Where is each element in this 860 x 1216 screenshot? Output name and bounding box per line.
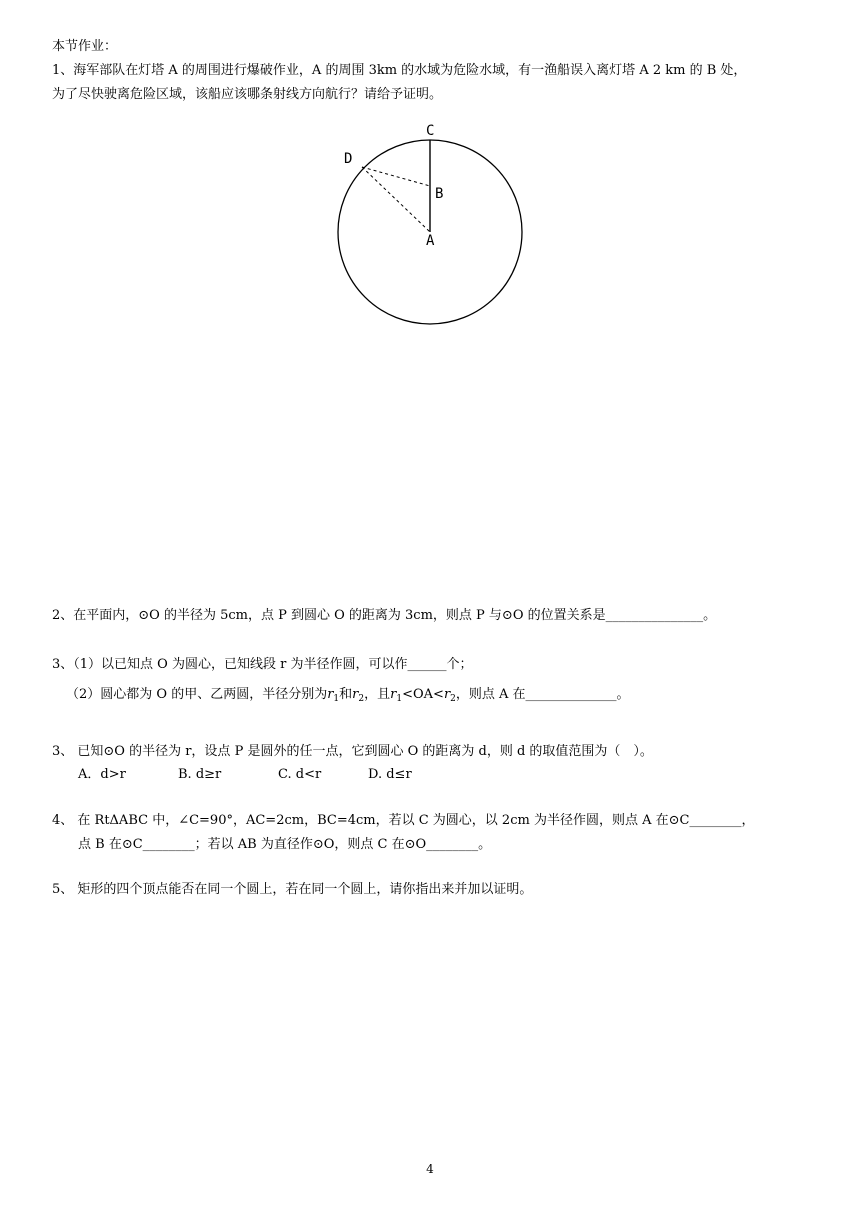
- q4-line2: 点 B 在⊙C________；若以 AB 为直径作⊙O，则点 C 在⊙O________。: [78, 837, 492, 852]
- q3-part1: 3、（1）以已知点 O 为圆心，已知线段 r 为半径作圆，可以作______个；: [52, 657, 473, 672]
- q3-part2-end: ，则点 A 在______________。: [455, 687, 630, 702]
- segment-da: [362, 167, 430, 232]
- q1-line1: 1、海军部队在灯塔 A 的周围进行爆破作业，A 的周围 3km 的水域为危险水域，有一渔船误入离灯塔 A 2 km 的 B 处，: [52, 63, 747, 78]
- label-b: B: [435, 186, 444, 202]
- q2-text: 2、在平面内，⊙O 的半径为 5cm，点 P 到圆心 O 的距离为 3cm，则点 P 与⊙O 的位置关系是_______________。: [52, 608, 717, 623]
- q3b-option-a: A．d>r: [78, 767, 126, 782]
- q5-text: 5、 矩形的四个顶点能否在同一个圆上，若在同一个圆上，请你指出来并加以证明。: [52, 882, 533, 897]
- page-number: 4: [426, 1162, 434, 1176]
- q3b-option-d: D. d≤r: [368, 767, 412, 782]
- q3b-text: 3、 已知⊙O 的半径为 r，设点 P 是圆外的任一点，它到圆心 O 的距离为 d，则 d 的取值范围为（ ）。: [52, 744, 653, 759]
- q3b-option-c: C. d<r: [278, 767, 322, 782]
- q3-part2-start: （2）圆心都为 O 的甲、乙两圆，半径分别为: [66, 687, 328, 702]
- q1-line2: 为了尽快驶离危险区域，该船应该哪条射线方向航行？请给予证明。: [52, 87, 443, 102]
- label-c: C: [426, 123, 435, 139]
- q3-part2: （2）圆心都为 O 的甲、乙两圆，半径分别为$r_1$和$r_2$，且$r_1<OA<r_2$，则点 A 在______________。: [66, 687, 630, 704]
- q3b-option-b: B. d≥r: [178, 767, 222, 782]
- section-heading: 本节作业：: [52, 39, 118, 54]
- label-d: D: [344, 151, 353, 167]
- q4-line1: 4、 在 RtΔABC 中，∠C=90°，AC=2cm，BC=4cm，若以 C 为圆心，以 2cm 为半径作圆，则点 A 在⊙C________，: [52, 813, 755, 828]
- label-a: A: [426, 233, 435, 249]
